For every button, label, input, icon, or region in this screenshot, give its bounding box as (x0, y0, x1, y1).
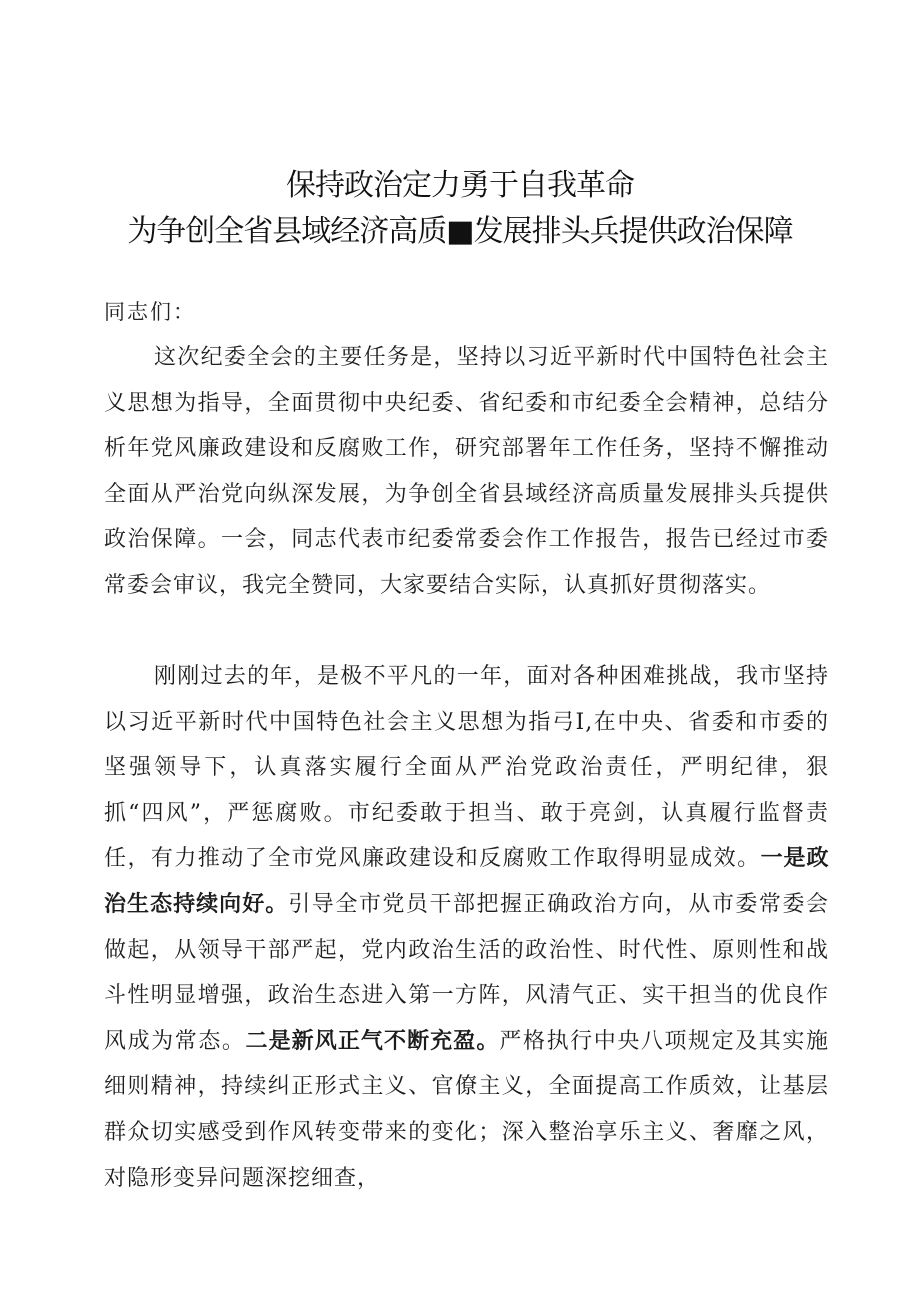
paragraph-2-text-2: 引导全市党员干部把握正确政治方向，从市委常委会做起，从领导干部严起，党内政治生活的政治性、时代性、原则性和战斗性明显增强，政治生态进入第一方阵，风清气正、实干担当的优良作风成为常态。 (104, 891, 829, 1054)
paragraph-2-text-1: 刚刚过去的年，是极不平凡的一年，面对各种困难挑战，我市坚持以习近平新时代中国特色社会主义思想为指弓I,在中央、省委和市委的坚强领导下，认真落实履行全面从严治党政治责任，严明纪律，狠抓“四风”，严惩腐败。市纪委敢于担当、敢于亮剑，认真履行监督责任，有力推动了全市党风廉政建设和反腐败工作取得明显成效。 (104, 664, 829, 872)
paragraph-2-text-3: 严格执行中央八项规定及其实施细则精神，持续纠正形式主义、官僚主义，全面提高工作质效，让基层群众切实感受到作风转变带来的变化；深入整治享乐主义、奢靡之风，对隐形变异问题深挖细查， (104, 1028, 829, 1191)
document-title-line-2: 为争创全省县域经济高质■发展排头兵提供政治保障 (127, 214, 793, 249)
highlight-new-atmosphere: 二是新风正气不断充盈。 (245, 1028, 500, 1054)
paragraph-2 (104, 654, 829, 1204)
document-title-line-1: 保持政治定力勇于自我革命 (286, 168, 634, 203)
highlight-political-ecology: 一是政治生态持续向好。 (104, 846, 829, 917)
greeting: 同志们： (104, 300, 196, 324)
paragraph-1: 这次纪委全会的主要任务是，坚持以习近平新时代中国特色社会主义思想为指导，全面贯彻中央纪委、省纪委和市纪委全会精神，总结分析年党风廉政建设和反腐败工作，研究部署年工作任务，坚持不懈推动全面从严治党向纵深发展，为争创全省县域经济高质量发展排头兵提供政治保障。一会，同志代表市纪委常委会作工作报告，报告已经过市委常委会审议，我完全赞同，大家要结合实际，认真抓好贯彻落实。 (104, 345, 829, 598)
